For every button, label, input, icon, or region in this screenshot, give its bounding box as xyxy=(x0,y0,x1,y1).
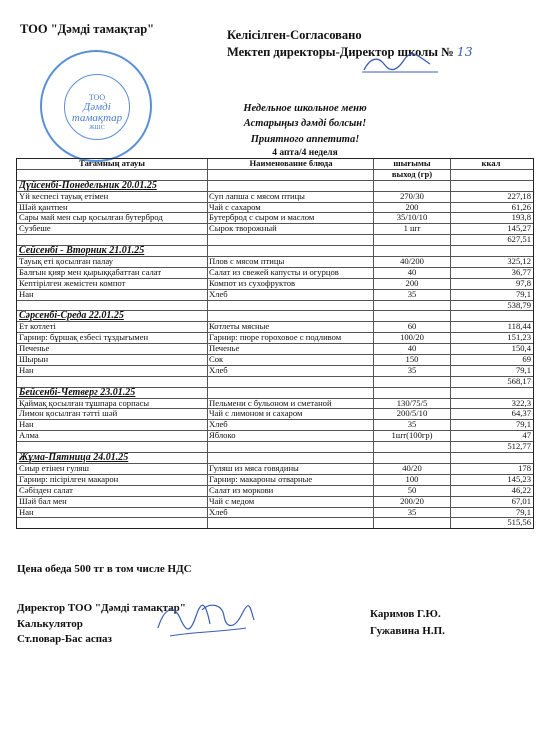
dish-output: 60 xyxy=(407,322,417,332)
dish-output: 35 xyxy=(407,507,417,517)
dish-kcal: 79,1 xyxy=(515,289,531,299)
day-title-row xyxy=(17,311,533,322)
dish-kcal: 36,77 xyxy=(511,267,531,277)
menu-item-row xyxy=(17,399,533,410)
dish-name-kz: Гарнир: пісірілген макарон xyxy=(19,474,119,484)
day-total-kcal: 568,17 xyxy=(507,376,531,386)
dish-output: 35 xyxy=(407,365,417,375)
dish-kcal: 69 xyxy=(522,355,531,365)
dish-name-ru: Хлеб xyxy=(209,420,228,430)
dish-name-ru: Гуляш из мяса говядины xyxy=(209,463,299,473)
day-total-row xyxy=(17,377,533,388)
day-title: Дүйсенбі-Понедельник 20.01.25 xyxy=(19,180,157,191)
dish-kcal: 61,26 xyxy=(511,202,531,212)
dish-name-ru: Гарнир: макароны отварные xyxy=(209,474,313,484)
col-header-kz: Тағамның атауы xyxy=(79,159,145,168)
stamp-bottom-text: ЖШС xyxy=(89,125,105,131)
day-total-kcal: 538,79 xyxy=(507,300,531,310)
dish-output: 35 xyxy=(407,420,417,430)
dish-output: 200 xyxy=(405,278,419,288)
dish-name-ru: Сырок творожный xyxy=(209,224,277,234)
dish-output: 35/10/10 xyxy=(396,213,428,223)
dish-output: 200/5/10 xyxy=(396,409,428,419)
table-header-row-2 xyxy=(17,170,533,181)
dish-name-kz: Қаймақ қосылған тұшпара сорпасы xyxy=(19,398,150,408)
dish-kcal: 322,3 xyxy=(511,398,531,408)
menu-item-row xyxy=(17,420,533,431)
dish-name-ru: Салат из моркови xyxy=(209,485,274,495)
menu-item-row xyxy=(17,290,533,301)
dish-name-kz: Шәй бал мен xyxy=(19,496,67,506)
dish-name-ru: Котлеты мясные xyxy=(209,322,270,332)
menu-item-row xyxy=(17,486,533,497)
stamp-inner-circle xyxy=(64,74,130,140)
dish-kcal: 145,27 xyxy=(507,224,531,234)
dish-kcal: 79,1 xyxy=(515,365,531,375)
dish-name-kz: Гарнир: бұршақ езбесі тұздығымен xyxy=(19,333,149,343)
dish-name-ru: Хлеб xyxy=(209,365,228,375)
day-total-kcal: 512,77 xyxy=(507,442,531,452)
dish-name-ru: Суп лапша с мясом птицы xyxy=(209,191,305,201)
day-title: Жұма-Пятница 24.01.25 xyxy=(19,453,129,463)
company-stamp xyxy=(40,50,152,162)
dish-name-kz: Үй кеспесі тауық етімен xyxy=(19,191,109,201)
dish-name-kz: Балғын қияр мен қырыққабаттан салат xyxy=(19,267,162,277)
dish-kcal: 67,01 xyxy=(511,496,531,506)
menu-item-row xyxy=(17,224,533,235)
dish-kcal: 46,22 xyxy=(511,485,531,495)
dish-output: 270/30 xyxy=(400,191,424,201)
col-header-out-ru: выход (гр) xyxy=(391,169,433,179)
menu-item-row xyxy=(17,268,533,279)
dish-kcal: 79,1 xyxy=(515,420,531,430)
menu-item-row xyxy=(17,333,533,344)
footer-name-karimov: Каримов Г.Ю. xyxy=(370,608,441,620)
dish-name-kz: Шәй қантпен xyxy=(19,202,68,212)
day-total-row xyxy=(17,518,533,528)
menu-item-row xyxy=(17,355,533,366)
dish-name-ru: Пельмени с бульоном и сметаной xyxy=(209,398,332,408)
dish-output: 40 xyxy=(407,267,417,277)
day-total-kcal: 627,51 xyxy=(507,235,531,245)
col-header-kcal: ккал xyxy=(481,159,501,168)
dish-output: 40/20 xyxy=(402,463,422,473)
dish-kcal: 150,4 xyxy=(511,344,531,354)
dish-name-ru: Чай с медом xyxy=(209,496,255,506)
day-total-kcal: 515,56 xyxy=(507,518,531,528)
dish-kcal: 178 xyxy=(518,463,531,473)
dish-name-ru: Чай с сахаром xyxy=(209,202,261,212)
dish-kcal: 325,12 xyxy=(507,257,531,267)
table-column-divider xyxy=(373,159,374,528)
dish-name-kz: Нан xyxy=(19,365,34,375)
menu-subtitle-kz: Астарыңыз дәмді болсын! xyxy=(243,118,367,129)
col-header-out: шығымы xyxy=(393,159,431,168)
col-header-ru: Наименование блюда xyxy=(249,159,333,168)
dish-name-ru: Бутерброд с сыром и маслом xyxy=(209,213,315,223)
dish-output: 100/20 xyxy=(400,333,424,343)
menu-item-row xyxy=(17,203,533,214)
dish-kcal: 193,8 xyxy=(511,213,531,223)
dish-name-ru: Хлеб xyxy=(209,507,228,517)
dish-name-kz: Нан xyxy=(19,420,34,430)
dish-output: 200/20 xyxy=(400,496,424,506)
day-total-row xyxy=(17,235,533,246)
price-note: Цена обеда 500 тг в том числе НДС xyxy=(17,563,192,575)
agreed-label: Келісілген-Согласовано xyxy=(227,28,362,42)
dish-kcal: 79,1 xyxy=(515,507,531,517)
dish-name-ru: Салат из свежей капусты и огурцов xyxy=(209,267,339,277)
menu-item-row xyxy=(17,279,533,290)
dish-name-kz: Сиыр етінен гуляш xyxy=(19,463,89,473)
dish-name-ru: Компот из сухофруктов xyxy=(209,278,296,288)
menu-item-row xyxy=(17,508,533,519)
dish-output: 150 xyxy=(405,355,419,365)
dish-output: 1 шт xyxy=(403,224,421,234)
dish-kcal: 227,18 xyxy=(507,191,531,201)
dish-kcal: 151,23 xyxy=(507,333,531,343)
day-title-row xyxy=(17,453,533,464)
footer-calculator: Калькулятор xyxy=(17,618,83,630)
dish-name-kz: Нан xyxy=(19,507,34,517)
dish-name-kz: Сары май мен сыр қосылған бутерброд xyxy=(19,213,163,223)
director-signature xyxy=(360,52,440,78)
dish-output: 50 xyxy=(407,485,417,495)
dish-name-kz: Ет котлеті xyxy=(19,322,56,332)
footer-name-guzhavina: Гужавина Н.П. xyxy=(370,625,445,637)
table-header-row xyxy=(17,159,533,170)
dish-name-ru: Плов с мясом птицы xyxy=(209,257,285,267)
menu-item-row xyxy=(17,497,533,508)
menu-item-row xyxy=(17,409,533,420)
dish-kcal: 64,37 xyxy=(511,409,531,419)
day-title-row xyxy=(17,246,533,257)
dish-name-ru: Печенье xyxy=(209,344,240,354)
day-title-row xyxy=(17,388,533,399)
dish-name-kz: Сәбізден салат xyxy=(19,485,73,495)
dish-output: 200 xyxy=(405,202,419,212)
day-title: Сейсенбі - Вторник 21.01.25 xyxy=(19,246,145,257)
dish-output: 1шт(100гр) xyxy=(391,431,433,441)
company-name: ТОО "Дәмді тамақтар" xyxy=(20,22,155,36)
menu-item-row xyxy=(17,192,533,203)
menu-item-row xyxy=(17,344,533,355)
menu-item-row xyxy=(17,431,533,442)
dish-kcal: 145,23 xyxy=(507,474,531,484)
dish-name-kz: Печенье xyxy=(19,344,50,354)
dish-output: 35 xyxy=(407,289,417,299)
stamp-name: Дәмді тамақтар xyxy=(71,101,123,124)
director-title-text: Мектеп директоры-Директор школы № xyxy=(227,45,454,59)
menu-subtitle-ru: Приятного аппетита! xyxy=(250,134,360,145)
dish-name-kz: Кептірілген жемістен компот xyxy=(19,278,126,288)
dish-output: 130/75/5 xyxy=(396,398,428,408)
footer-chef: Ст.повар-Бас аспаз xyxy=(17,633,112,645)
dish-name-ru: Сок xyxy=(209,355,224,365)
school-number: 13 xyxy=(456,44,473,59)
menu-item-row xyxy=(17,475,533,486)
table-body xyxy=(17,181,533,529)
day-total-row xyxy=(17,301,533,312)
dish-name-kz: Алма xyxy=(19,431,39,441)
menu-table xyxy=(16,158,534,529)
dish-kcal: 47 xyxy=(522,431,531,441)
stamp-top-text: ТОО xyxy=(88,93,106,102)
day-title-row xyxy=(17,181,533,192)
week-label: 4 апта/4 неделя xyxy=(272,148,338,158)
dish-name-ru: Яблоко xyxy=(209,431,236,441)
footer-director: Директор ТОО "Дәмді тамақтар" xyxy=(17,602,186,614)
day-title: Бейсенбі-Четверг 23.01.25 xyxy=(19,387,136,398)
menu-item-row xyxy=(17,213,533,224)
dish-output: 40 xyxy=(407,344,417,354)
dish-name-kz: Тауық еті қосылған палау xyxy=(19,257,114,267)
dish-name-kz: Сузбеше xyxy=(19,224,51,234)
footer-signatures xyxy=(150,598,260,644)
dish-kcal: 118,44 xyxy=(507,322,531,332)
table-column-divider xyxy=(207,159,208,528)
dish-name-kz: Шырын xyxy=(19,355,49,365)
menu-item-row xyxy=(17,366,533,377)
dish-name-ru: Гарнир: пюре гороховое с подливом xyxy=(209,333,342,343)
menu-item-row xyxy=(17,322,533,333)
dish-kcal: 97,8 xyxy=(515,278,531,288)
menu-title: Недельное школьное меню xyxy=(243,103,367,114)
dish-output: 40/200 xyxy=(400,257,424,267)
dish-name-ru: Хлеб xyxy=(209,289,228,299)
day-title: Сәрсенбі-Среда 22.01.25 xyxy=(19,311,124,322)
menu-item-row xyxy=(17,464,533,475)
dish-output: 100 xyxy=(405,474,419,484)
day-total-row xyxy=(17,442,533,453)
menu-item-row xyxy=(17,257,533,268)
dish-name-kz: Нан xyxy=(19,289,34,299)
dish-name-kz: Лимон қосылған тәтті шәй xyxy=(19,409,118,419)
dish-name-ru: Чай с лимоном и сахаром xyxy=(209,409,303,419)
table-column-divider xyxy=(450,159,451,528)
